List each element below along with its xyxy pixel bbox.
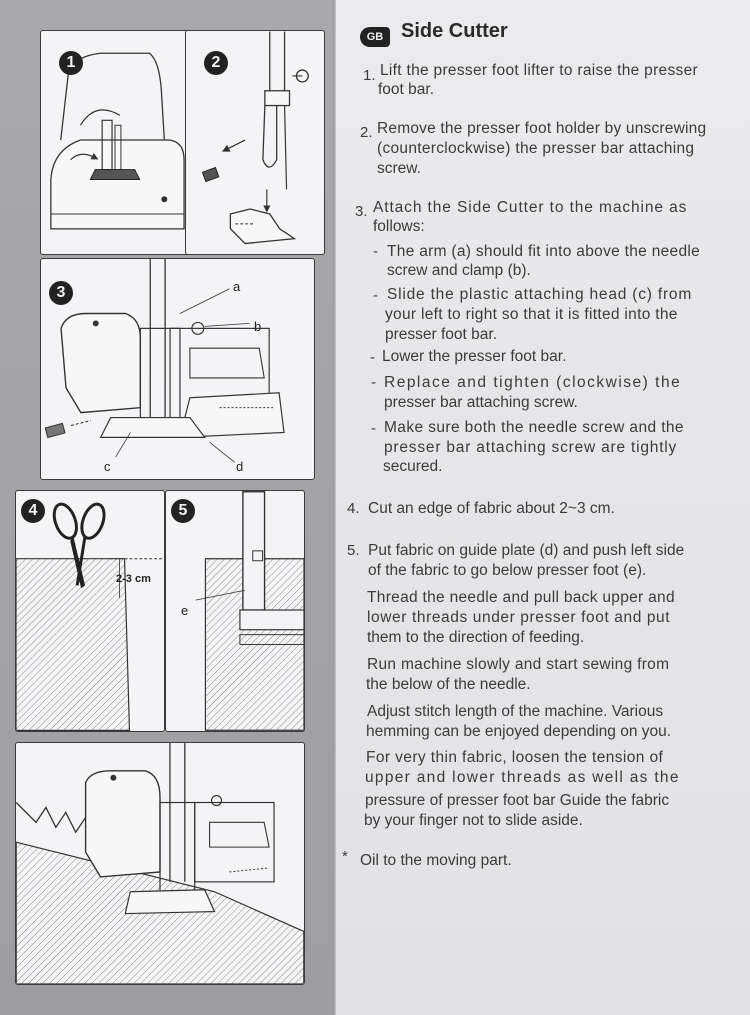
substep-2-line-2: your left to right so that it is fitted into the bbox=[385, 306, 678, 323]
substep-4-line-2: presser bar attaching screw. bbox=[384, 394, 578, 411]
substep-bullet-1: - bbox=[373, 243, 378, 260]
step-2-line-1: Remove the presser foot holder by unscrewing bbox=[377, 120, 707, 137]
language-badge: GB bbox=[360, 27, 390, 47]
note-text: Oil to the moving part. bbox=[360, 852, 512, 869]
measure-label: 2-3 cm bbox=[116, 573, 151, 585]
note-asterisk: * bbox=[342, 848, 348, 865]
step-3-number: 3. bbox=[355, 203, 368, 220]
step-5-para-4-line-1: For very thin fabric, loosen the tension of bbox=[366, 749, 664, 766]
substep-1-line-2: screw and clamp (b). bbox=[387, 262, 531, 279]
figure-3-number: 3 bbox=[49, 281, 73, 305]
substep-5-line-3: secured. bbox=[383, 458, 443, 475]
label-a: a bbox=[233, 279, 241, 294]
step-2-line-3: screw. bbox=[377, 160, 421, 177]
substep-3-line-1: Lower the presser foot bar. bbox=[382, 348, 567, 365]
substep-bullet-4: - bbox=[371, 374, 376, 391]
step-1-line-1: Lift the presser foot lifter to raise the presser bbox=[380, 62, 698, 79]
step-5-para-4-line-3: pressure of presser foot bar Guide the fabric bbox=[365, 792, 670, 809]
substep-5-line-1: Make sure both the needle screw and the bbox=[384, 419, 684, 436]
substep-bullet-3: - bbox=[370, 349, 375, 366]
label-b: b bbox=[254, 319, 262, 334]
substep-1-line-1: The arm (a) should fit into above the needle bbox=[387, 243, 701, 260]
step-5-para-4-line-2: upper and lower threads as well as the bbox=[365, 769, 680, 786]
substep-5-line-2: presser bar attaching screw are tightly bbox=[384, 439, 678, 456]
step-5-line-1: Put fabric on guide plate (d) and push left side bbox=[368, 542, 685, 559]
label-c: c bbox=[104, 459, 111, 474]
substep-bullet-5: - bbox=[371, 420, 376, 437]
figure-1-number: 1 bbox=[59, 51, 83, 75]
step-5-para-1-line-1: Thread the needle and pull back upper and bbox=[367, 589, 675, 606]
substep-2-line-1: Slide the plastic attaching head (c) from bbox=[387, 286, 693, 303]
step-4-number: 4. bbox=[347, 500, 360, 517]
step-5-para-3-line-1: Adjust stitch length of the machine. Various bbox=[367, 703, 664, 720]
step-5-para-3-line-2: hemming can be enjoyed depending on you. bbox=[366, 723, 672, 740]
substep-2-line-3: presser foot bar. bbox=[385, 326, 498, 343]
step-5-number: 5. bbox=[347, 542, 360, 559]
step-2-number: 2. bbox=[360, 124, 373, 141]
label-d: d bbox=[236, 459, 244, 474]
label-e: e bbox=[181, 603, 189, 618]
step-3-line-2: follows: bbox=[373, 218, 425, 235]
step-5-para-2-line-1: Run machine slowly and start sewing from bbox=[367, 656, 670, 673]
step-5-para-2-line-2: the below of the needle. bbox=[366, 676, 531, 693]
step-4-line-1: Cut an edge of fabric about 2~3 cm. bbox=[368, 500, 615, 517]
step-2-line-2: (counterclockwise) the presser bar attaching bbox=[377, 140, 695, 157]
step-5-para-1-line-3: them to the direction of feeding. bbox=[367, 629, 585, 646]
page-title: Side Cutter bbox=[401, 20, 508, 42]
substep-4-line-1: Replace and tighten (clockwise) the bbox=[384, 374, 682, 391]
step-1-number: 1. bbox=[363, 67, 376, 84]
figure-4-number: 4 bbox=[21, 499, 45, 523]
substep-bullet-2: - bbox=[373, 287, 378, 304]
figure-2-number: 2 bbox=[204, 51, 228, 75]
figure-5-number: 5 bbox=[171, 499, 195, 523]
step-5-para-4-line-4: by your finger not to slide aside. bbox=[364, 812, 583, 829]
step-5-line-2: of the fabric to go below presser foot (e). bbox=[368, 562, 647, 579]
step-1-line-2: foot bar. bbox=[378, 81, 435, 98]
step-3-line-1: Attach the Side Cutter to the machine as bbox=[373, 199, 688, 216]
step-5-para-1-line-2: lower threads under presser foot and put bbox=[367, 609, 671, 626]
